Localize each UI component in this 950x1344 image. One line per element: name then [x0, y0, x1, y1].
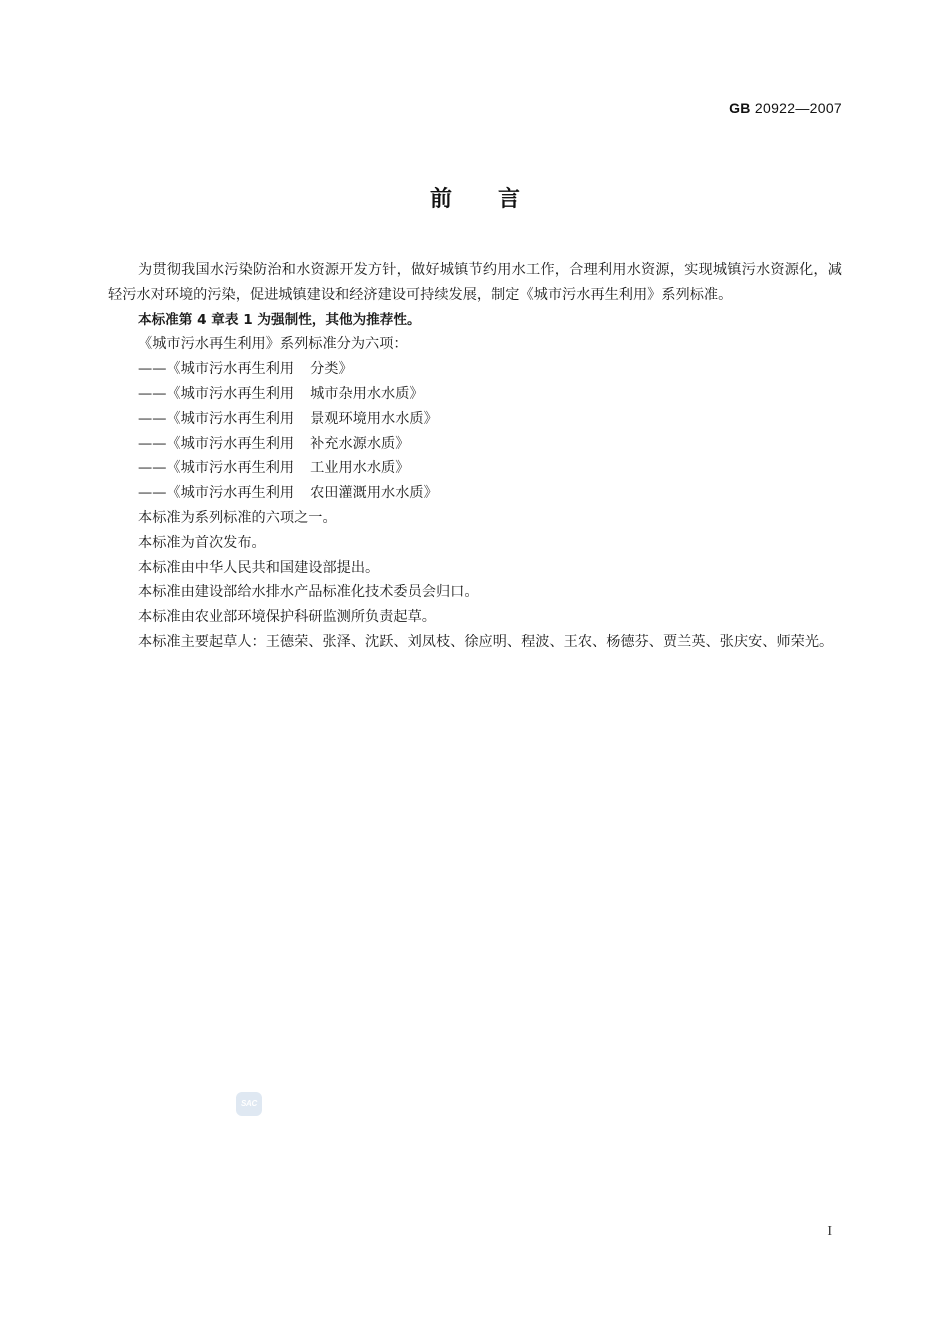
series-item	[108, 357, 842, 382]
series-item-title: 农田灌溉用水水质》	[310, 485, 438, 502]
series-item-prefix: ——《城市污水再生利用	[138, 410, 295, 427]
title-char-1: 前	[429, 187, 452, 212]
standard-prefix: GB	[729, 100, 751, 116]
series-item-title: 景观环境用水水质》	[310, 410, 438, 427]
series-item	[108, 481, 842, 506]
series-item-prefix: ——《城市污水再生利用	[138, 435, 295, 452]
paragraph-first-release: 本标准为首次发布。	[138, 534, 266, 551]
series-item-prefix: ——《城市污水再生利用	[138, 361, 295, 378]
series-item-prefix: ——《城市污水再生利用	[138, 385, 295, 402]
title-char-2: 言	[498, 187, 521, 212]
series-item-prefix: ——《城市污水再生利用	[138, 485, 295, 502]
series-item	[108, 456, 842, 481]
series-item-prefix: ——《城市污水再生利用	[138, 460, 295, 477]
sac-watermark-logo: SAC	[236, 1092, 262, 1116]
paragraph-drafters: 本标准主要起草人：王德荣、张泽、沈跃、刘凤枝、徐应明、程波、王农、杨德芬、贾兰英、张庆安、师荣光。	[138, 633, 834, 650]
series-item	[108, 432, 842, 457]
series-item	[108, 382, 842, 407]
page-title	[0, 182, 950, 213]
paragraph-centralized-by: 本标准由建设部给水排水产品标准化技术委员会归口。	[138, 584, 479, 601]
series-item-title: 工业用水水质》	[310, 460, 410, 477]
paragraph-series-membership: 本标准为系列标准的六项之一。	[138, 509, 337, 526]
standard-number	[729, 100, 842, 116]
series-item	[108, 407, 842, 432]
series-item-title: 补充水源水质》	[310, 435, 410, 452]
paragraph-drafted-by: 本标准由农业部环境保护科研监测所负责起草。	[138, 609, 436, 626]
standard-code: 20922—2007	[754, 100, 842, 116]
series-item-title: 城市杂用水水质》	[310, 385, 424, 402]
paragraph-mandatory-note: 本标准第 4 章表 1 为强制性，其他为推荐性。	[138, 311, 421, 328]
paragraph-purpose: 为贯彻我国水污染防治和水资源开发方针，做好城镇节约用水工作，合理利用水资源，实现城镇污水资源化，减轻污水对环境的污染，促进城镇建设和经济建设可持续发展，制定《城市污水再生利用》系列标准。	[108, 262, 842, 303]
paragraph-series-intro: 《城市污水再生利用》系列标准分为六项：	[138, 336, 408, 353]
page-number: I	[827, 1224, 832, 1239]
series-item-title: 分类》	[310, 361, 353, 378]
foreword-body	[108, 258, 842, 655]
paragraph-proposed-by: 本标准由中华人民共和国建设部提出。	[138, 559, 380, 576]
